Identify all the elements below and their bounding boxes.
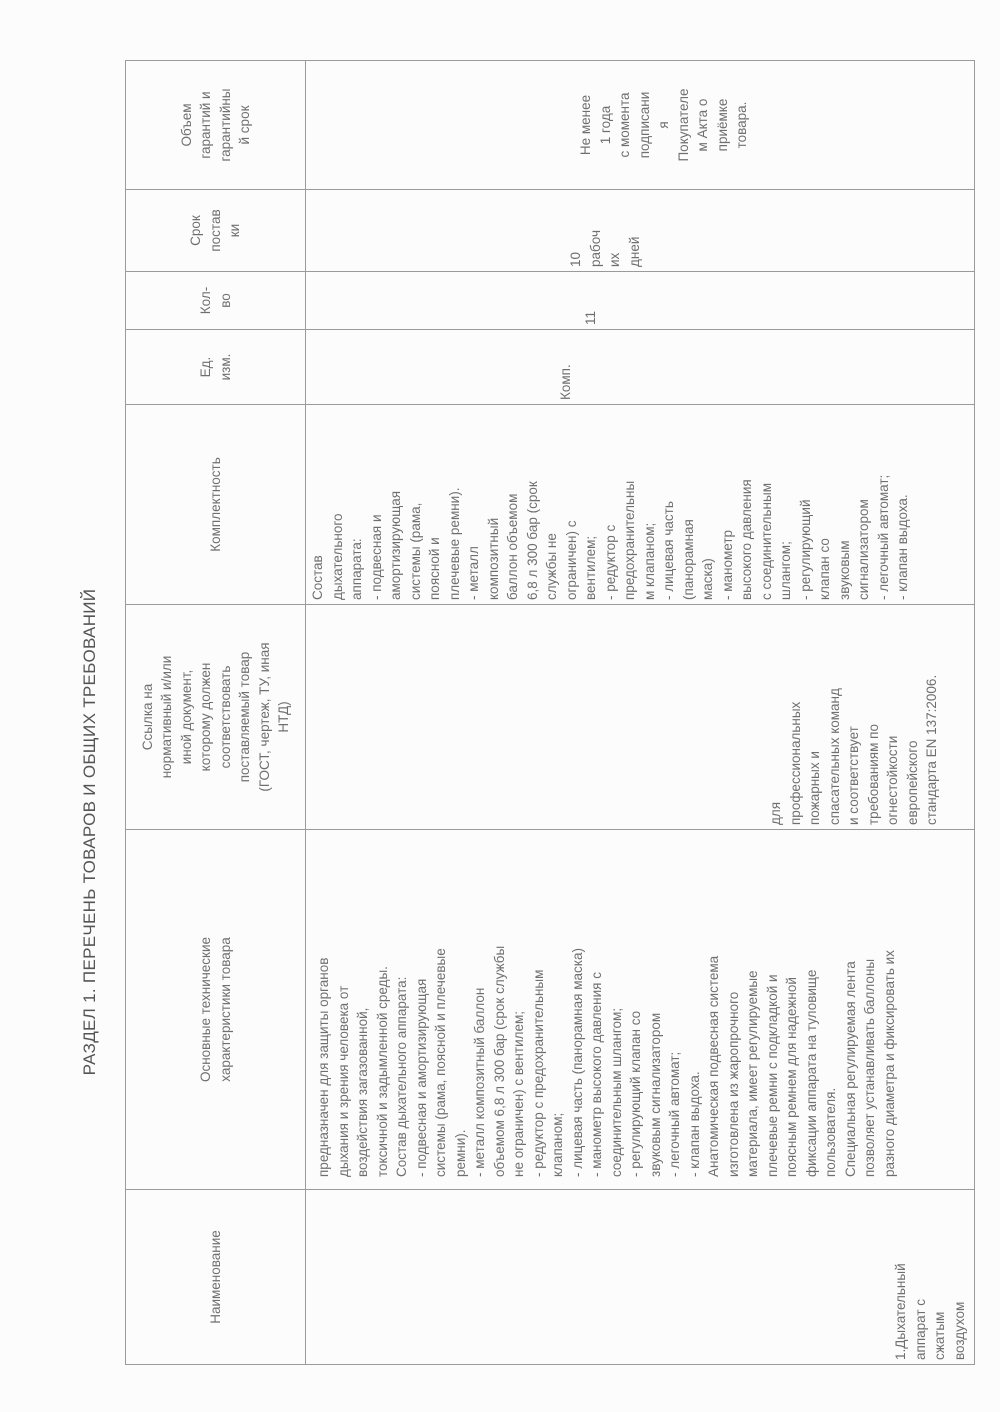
header-warranty: Объем гарантий и гарантийны й срок bbox=[178, 88, 252, 162]
header-set: Комплектность bbox=[207, 457, 223, 552]
header-unit: Ед. изм. bbox=[198, 353, 233, 381]
cell-delivery-box bbox=[305, 189, 975, 272]
cell-set: Состав дыхательного аппарата: - подвесная и амортизирующая системы (рама, поясной и плечевые ремни). - металл композитный баллон объемом 6,8 л 300 бар (срок службы не ограничен) с вентилем; - редуктор с предохранительны м клапаном; - лицевая часть (панорамная маска) - манометр высокого давления с соединительным шлангом; - регулирующий клапан со звуковым сигнализатором - легочный автомат; - клапан выдоха. bbox=[310, 474, 910, 600]
cell-warranty-box bbox=[305, 60, 975, 190]
cell-unit-box bbox=[305, 329, 975, 405]
header-warranty-cell bbox=[125, 60, 306, 190]
header-reference: Ссылка на нормативный и/или иной документ, которому должен соответствовать поставляемый товар (ГОСТ, чертеж, ТУ, иная НТД) bbox=[139, 642, 291, 792]
header-delivery-cell bbox=[125, 189, 306, 272]
cell-qty: 11 bbox=[583, 310, 598, 325]
section-title: РАЗДЕЛ 1. ПЕРЕЧЕНЬ ТОВАРОВ И ОБЩИХ ТРЕБОВАНИЙ bbox=[80, 588, 99, 1076]
header-qty: Кол- во bbox=[198, 286, 233, 315]
header-specs-cell bbox=[125, 829, 306, 1190]
header-set-cell bbox=[125, 404, 306, 605]
cell-reference: для профессиональных пожарных и спасательных команд и соответствует требованиям по огнестойкости европейского стандарта EN 137:2006. bbox=[768, 674, 939, 825]
header-name: Наименование bbox=[207, 1230, 223, 1324]
header-reference-cell bbox=[125, 604, 306, 830]
cell-name: 1.Дыхательный аппарат с сжатым воздухом bbox=[893, 1263, 967, 1360]
cell-reference-box bbox=[305, 604, 975, 830]
cell-set-box bbox=[305, 404, 975, 605]
header-specs: Основные технические характеристики товара bbox=[198, 936, 233, 1083]
header-qty-cell bbox=[125, 271, 306, 330]
cell-unit: Комп. bbox=[558, 364, 573, 400]
header-unit-cell bbox=[125, 329, 306, 405]
cell-specs: предназначен для защиты органов дыхания и зрения человека от воздействия загазованной, токсичной и задымленной среды. Состав дыхательного аппарата: - подвесная и амортизирующая системы (рама, поясной и плечевые ремни). - металл композитный баллон объемом 6,8 л 300 бар (срок службы не ограничен) с вентилем; - редуктор с предохранительным клапаном; - лицевая часть (панорамная маска) - манометр высокого давления с соединительным шлангом; - регулирующий клапан со звуковым сигнализатором - легочный автомат; - клапан выдоха. Анатомическая подвесная система изготовлена из жаропрочного материала, имеет регулируемые плечевые ремни с подкладкой и поясным ремнем для надежной фиксации аппарата на туловище пользователя. Специальная регулируемая лента позволяет устанавливать баллоны разного диаметра и фиксировать их bbox=[316, 945, 897, 1177]
header-name-cell bbox=[125, 1189, 306, 1365]
header-delivery: Срок постав ки bbox=[188, 209, 243, 252]
cell-warranty: Не менее 1 года с момента подписани я Покупателе м Акта о приёмке товара. bbox=[578, 88, 749, 162]
cell-name-box bbox=[305, 1189, 975, 1365]
cell-delivery: 10 рабоч их дней bbox=[568, 230, 642, 267]
cell-specs-box bbox=[305, 829, 975, 1190]
cell-qty-box bbox=[305, 271, 975, 330]
goods-table bbox=[125, 60, 975, 1365]
